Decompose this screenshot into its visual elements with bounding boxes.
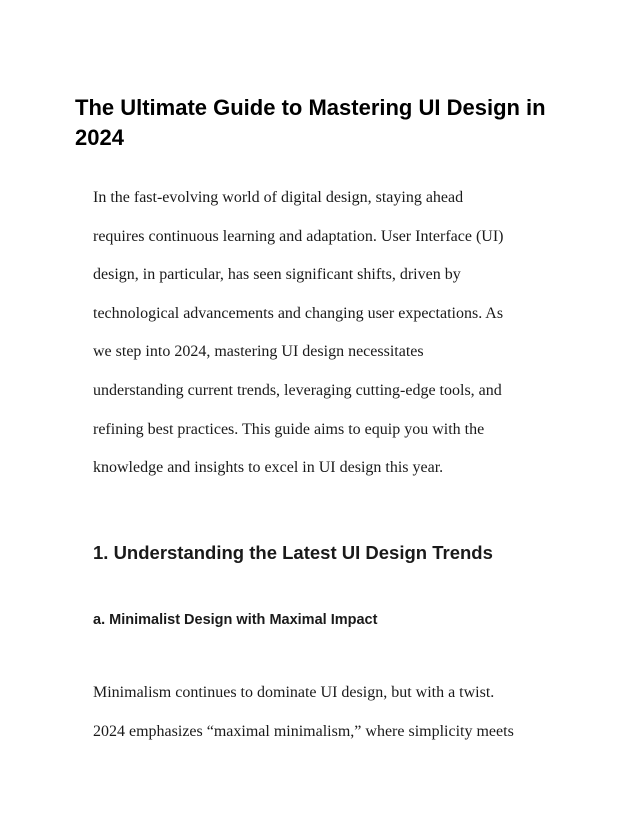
document-title (75, 93, 575, 153)
paragraph-line: refining best practices. This guide aims to equip you with the (93, 420, 485, 438)
intro-paragraph (93, 179, 563, 488)
paragraph-line: we step into 2024, mastering UI design necessitates (93, 343, 424, 361)
paragraph-line: knowledge and insights to excel in UI design this year. (93, 459, 444, 477)
paragraph-line: 2024 emphasizes “maximal minimalism,” where simplicity meets (93, 722, 514, 740)
paragraph-line: design, in particular, has seen significant shifts, driven by (93, 266, 461, 284)
title-line: The Ultimate Guide to Mastering UI Design in (75, 95, 546, 120)
paragraph-line: technological advancements and changing user expectations. As (93, 304, 504, 322)
section-heading: 1. Understanding the Latest UI Design Trends (93, 542, 493, 563)
paragraph-line: requires continuous learning and adaptation. User Interface (UI) (93, 227, 504, 245)
subsection-paragraph (93, 674, 563, 751)
paragraph-line: Minimalism continues to dominate UI design, but with a twist. (93, 684, 495, 701)
title-line: 2024 (75, 125, 124, 150)
paragraph-line: understanding current trends, leveraging cutting-edge tools, and (93, 381, 502, 399)
subsection-heading: a. Minimalist Design with Maximal Impact (93, 612, 378, 628)
paragraph-line: In the fast-evolving world of digital design, staying ahead (93, 189, 464, 206)
